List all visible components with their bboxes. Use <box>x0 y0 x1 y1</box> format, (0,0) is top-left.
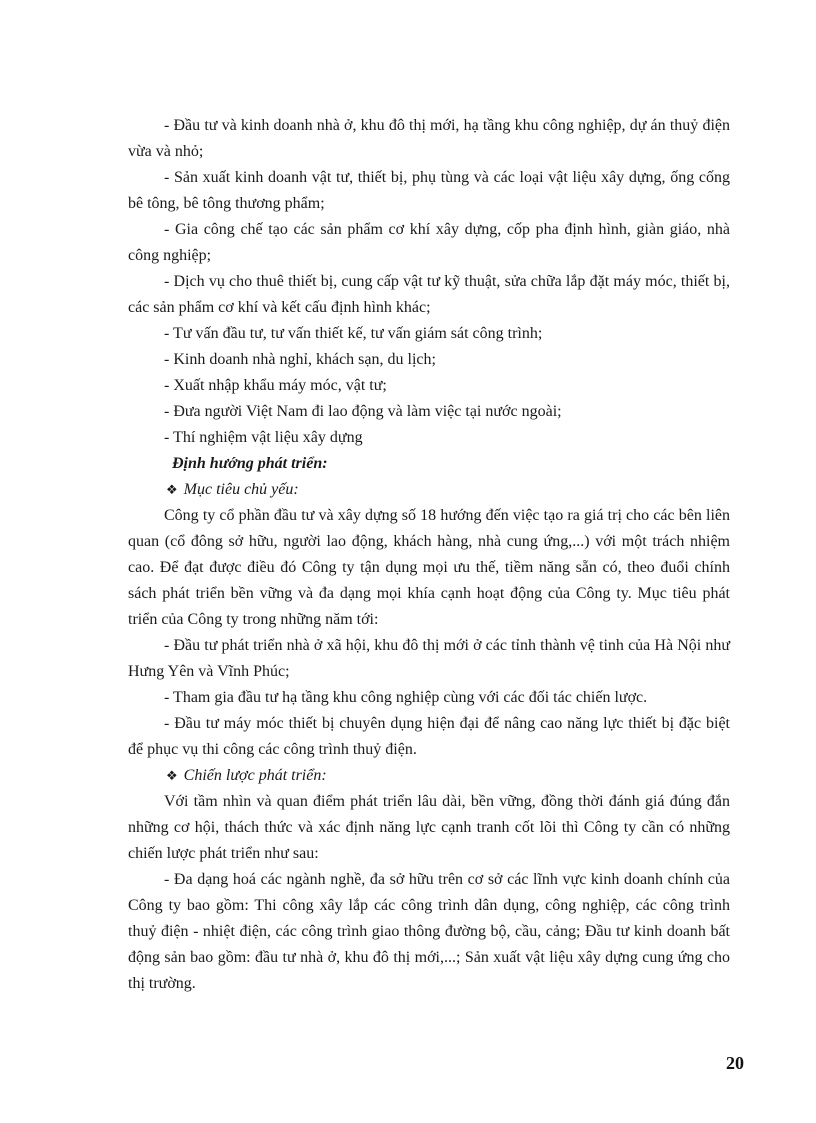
strategy-item-1: - Đa dạng hoá các ngành nghề, đa sở hữu trên cơ sở các lĩnh vực kinh doanh chính của Công ty bao gồm: Thi công xây lắp các công trình dân dụng, công nghiệp, các công trình thuỷ điện - nhiệt điện, các công trình giao thông đường bộ, cầu, cảng; Đầu tư kinh doanh bất động sản bao gồm: đầu tư nhà ở, khu đô thị mới,...; Sản xuất vật liệu xây dựng cung ứng cho thị trường. <box>128 871 730 992</box>
diamond-bullet-icon: ❖ <box>166 482 178 497</box>
business-line-6: - Kinh doanh nhà nghỉ, khách sạn, du lịch; <box>164 351 436 368</box>
business-line-4: - Dịch vụ cho thuê thiết bị, cung cấp vật tư kỹ thuật, sửa chữa lắp đặt máy móc, thiết bị, các sản phẩm cơ khí và kết cấu định hình khác; <box>128 273 730 316</box>
goals-intro: Công ty cổ phần đầu tư và xây dựng số 18 hướng đến việc tạo ra giá trị cho các bên liên quan (cổ đông sở hữu, người lao động, khách hàng, nhà cung ứng,...) với một trách nhiệm cao. Để đạt được điều đó Công ty tận dụng mọi ưu thế, tiềm năng sẵn có, theo đuổi chính sách phát triển bền vững và đa dạng mọi khía cạnh hoạt động của Công ty. Mục tiêu phát triển của Công ty trong những năm tới: <box>128 507 730 628</box>
business-line-9: - Thí nghiệm vật liệu xây dựng <box>164 429 363 446</box>
strategy-subheading <box>128 763 730 789</box>
goals-heading-text: Mục tiêu chủ yếu: <box>183 481 299 498</box>
business-line-1: - Đầu tư và kinh doanh nhà ở, khu đô thị mới, hạ tầng khu công nghiệp, dự án thuỷ điện vừa và nhỏ; <box>128 117 730 160</box>
business-line-3: - Gia công chế tạo các sản phẩm cơ khí xây dựng, cốp pha định hình, giàn giáo, nhà công nghiệp; <box>128 221 730 264</box>
strategy-heading-text: Chiến lược phát triển: <box>183 767 327 784</box>
goal-item-2: - Tham gia đầu tư hạ tầng khu công nghiệp cùng với các đối tác chiến lược. <box>164 689 648 706</box>
document-body <box>128 113 730 997</box>
business-line-8: - Đưa người Việt Nam đi lao động và làm việc tại nước ngoài; <box>164 403 562 420</box>
development-heading: Định hướng phát triển: <box>172 455 328 472</box>
page-number: 20 <box>726 1053 744 1073</box>
strategy-intro: Với tầm nhìn và quan điểm phát triển lâu dài, bền vững, đồng thời đánh giá đúng đắn những cơ hội, thách thức và xác định năng lực cạnh tranh cốt lõi thì Công ty cần có những chiến lược phát triển như sau: <box>128 793 730 862</box>
diamond-bullet-icon: ❖ <box>166 768 178 783</box>
goals-subheading <box>128 477 730 503</box>
goal-item-1: - Đầu tư phát triển nhà ở xã hội, khu đô thị mới ở các tỉnh thành vệ tinh của Hà Nội như Hưng Yên và Vĩnh Phúc; <box>128 637 730 680</box>
business-line-2: - Sản xuất kinh doanh vật tư, thiết bị, phụ tùng và các loại vật liệu xây dựng, ống cống bê tông, bê tông thương phẩm; <box>128 169 730 212</box>
business-line-7: - Xuất nhập khẩu máy móc, vật tư; <box>164 377 387 394</box>
goal-item-3: - Đầu tư máy móc thiết bị chuyên dụng hiện đại để nâng cao năng lực thiết bị đặc biệt để phục vụ thi công các công trình thuỷ điện. <box>128 715 730 758</box>
business-line-5: - Tư vấn đầu tư, tư vấn thiết kế, tư vấn giám sát công trình; <box>164 325 543 342</box>
